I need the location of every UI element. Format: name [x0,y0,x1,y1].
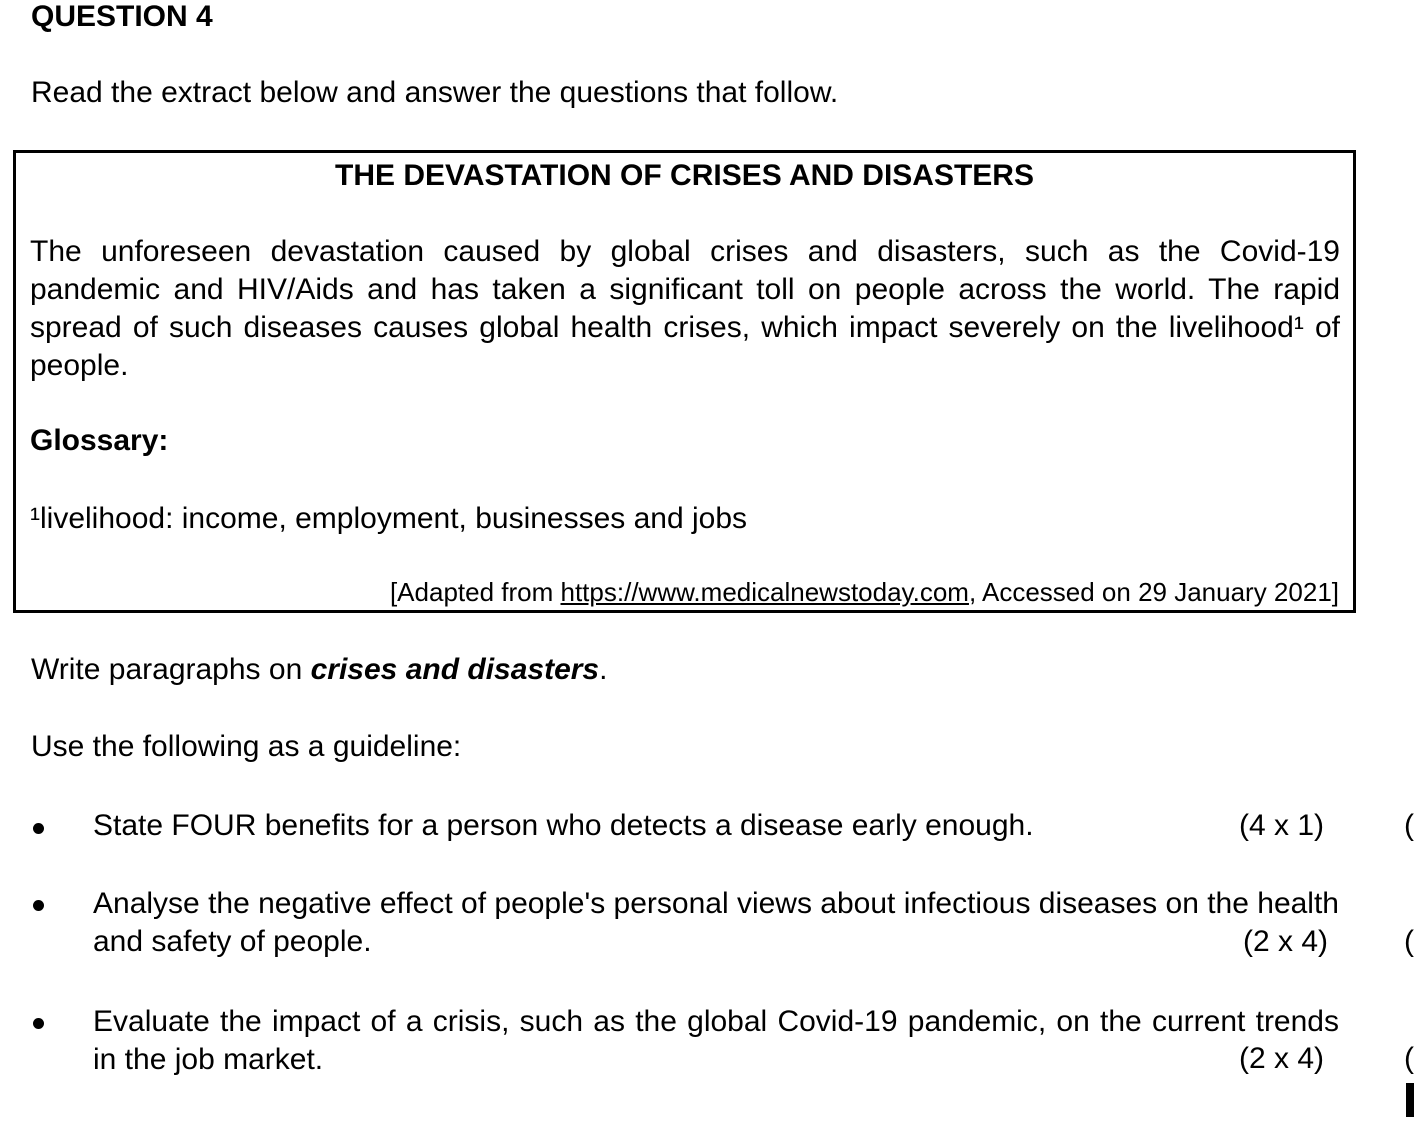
instruction-text: Read the extract below and answer the questions that follow. [31,76,839,109]
question-title: QUESTION 4 [31,0,213,33]
source-citation [390,577,1339,607]
bullet-3-text: Evaluate the impact of a crisis, such as the global Covid-19 pandemic, on the current trends in the job market. [93,1005,1339,1076]
extract-box [13,150,1356,613]
edge-paren-3: ( [1404,1042,1414,1075]
edge-paren-2: ( [1404,925,1414,958]
source-prefix: [Adapted from [389,577,561,607]
extract-body: The unforeseen devastation caused by global crises and disasters, such as the Covid-19 pandemic and HIV/Aids and has taken a significant toll on people across the world. The rapid spread of such diseases causes global health crises, which impact severely on the livelihood¹ of people. [30,235,1340,382]
bullet-3-marks: (2 x 4) [1239,1042,1325,1075]
source-link[interactable]: https://www.medicalnewstoday.com [560,577,969,607]
bullet-1-marks: (4 x 1) [1239,809,1325,842]
edge-bar-mark [1406,1083,1414,1117]
bullet-1-text: State FOUR benefits for a person who detects a disease early enough. [93,809,1034,842]
write-prompt-prefix: Write paragraphs on [31,653,311,686]
write-prompt [31,652,607,688]
guideline-label: Use the following as a guideline: [31,730,462,763]
write-prompt-emphasis: crises and disasters [310,653,600,686]
edge-paren-1: ( [1404,809,1414,842]
bullet-2-text: Analyse the negative effect of people's personal views about infectious diseases on the health and safety of people. [93,887,1339,958]
bullet-dot-icon [33,1018,44,1029]
bullet-dot-icon [33,823,44,834]
glossary-entry: ¹livelihood: income, employment, businesses and jobs [30,502,748,535]
write-prompt-suffix: . [599,653,608,686]
source-suffix: , Accessed on 29 January 2021] [968,577,1339,607]
glossary-title: Glossary: [30,424,169,457]
bullet-2-marks: (2 x 4) [1243,925,1329,958]
extract-heading: THE DEVASTATION OF CRISES AND DISASTERS [335,159,1034,192]
bullet-dot-icon [33,900,44,911]
